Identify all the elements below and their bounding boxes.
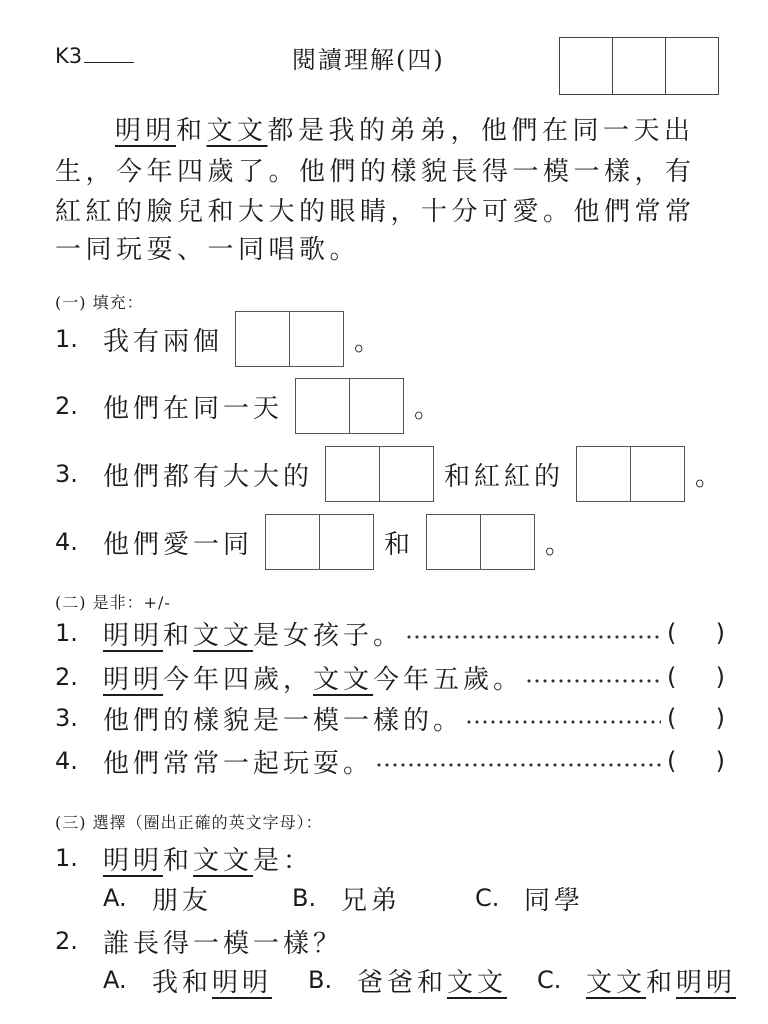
answer-boxes[interactable]	[325, 446, 434, 502]
answer-cell[interactable]	[427, 515, 480, 569]
proper-name: 文文	[206, 116, 268, 146]
item-number: 1.	[55, 325, 78, 353]
item-number: 2.	[55, 392, 78, 420]
item-number: 2.	[55, 663, 78, 691]
proper-name: 文文	[193, 620, 254, 651]
option-letter: A.	[103, 884, 127, 912]
proper-name: 明明	[103, 845, 164, 876]
fill-in-item	[55, 378, 444, 434]
answer-boxes[interactable]	[576, 446, 685, 502]
answer-cell[interactable]	[236, 312, 289, 366]
proper-name: 文文	[193, 845, 254, 876]
answer-open-paren: (	[667, 704, 677, 732]
item-number: 4.	[55, 528, 78, 556]
passage-text: 都是我的弟弟，他們在同一天出	[267, 116, 695, 146]
item-text: 今年五歲。	[373, 664, 524, 695]
true-false-section-label: (二) 是非：+/-	[55, 593, 171, 612]
option-a[interactable]	[103, 878, 212, 918]
proper-name: 明明	[212, 967, 273, 998]
item-text: 他們愛一同	[103, 529, 254, 560]
score-boxes	[559, 37, 719, 95]
worksheet-title: 閱讀理解(四)	[292, 46, 445, 74]
fill-in-item	[55, 311, 384, 367]
item-text: 他們在同一天	[103, 393, 284, 424]
score-cell	[612, 38, 665, 94]
multiple-choice-question	[55, 838, 313, 878]
answer-close-paren: )	[715, 704, 725, 732]
fill-in-item	[55, 514, 575, 570]
true-false-item	[55, 657, 725, 697]
option-a[interactable]	[103, 960, 272, 1000]
item-text: 。	[545, 529, 576, 560]
true-false-item	[55, 613, 725, 653]
item-text: 和紅紅的	[444, 461, 565, 492]
item-text: 他們常常一起玩耍。	[103, 748, 374, 779]
answer-cell[interactable]	[379, 447, 433, 501]
item-number: 2.	[55, 927, 78, 955]
option-letter: C.	[475, 884, 500, 912]
option-b[interactable]	[308, 960, 507, 1000]
proper-name: 明明	[676, 967, 737, 998]
option-letter: C.	[537, 966, 562, 994]
item-text: 和	[384, 529, 415, 560]
passage-text: 和	[176, 116, 207, 146]
option-letter: B.	[292, 884, 317, 912]
item-text: 。	[695, 461, 726, 492]
proper-name: 文文	[586, 967, 647, 998]
answer-blank[interactable]	[667, 619, 725, 647]
option-letter: B.	[308, 966, 333, 994]
item-text: 和	[163, 620, 194, 651]
option-text: 我和	[152, 967, 213, 998]
answer-open-paren: (	[667, 663, 677, 691]
answer-boxes[interactable]	[295, 378, 404, 434]
item-text: 。	[354, 326, 385, 357]
answer-cell[interactable]	[480, 515, 534, 569]
passage-line	[115, 111, 695, 151]
fill-in-item	[55, 446, 725, 502]
dot-leader	[375, 761, 661, 769]
item-text: 今年四歲，	[163, 664, 314, 695]
answer-cell[interactable]	[319, 515, 373, 569]
answer-boxes[interactable]	[426, 514, 535, 570]
item-number: 1.	[55, 844, 78, 872]
score-cell	[665, 38, 718, 94]
option-c[interactable]	[537, 960, 736, 1000]
item-text: 誰長得一模一樣？	[103, 928, 344, 959]
item-text: 和	[163, 845, 194, 876]
answer-close-paren: )	[715, 747, 725, 775]
option-text: 朋友	[152, 885, 213, 916]
item-text: 是女孩子。	[253, 620, 404, 651]
true-false-item	[55, 698, 725, 738]
dot-leader	[525, 677, 661, 685]
passage-line	[55, 192, 696, 232]
answer-open-paren: (	[667, 747, 677, 775]
answer-open-paren: (	[667, 619, 677, 647]
option-c[interactable]	[475, 878, 584, 918]
option-text: 兄弟	[341, 885, 402, 916]
item-text: 。	[414, 393, 445, 424]
proper-name: 明明	[115, 116, 177, 146]
item-number: 4.	[55, 747, 78, 775]
class-label	[55, 44, 134, 68]
option-b[interactable]	[292, 878, 401, 918]
answer-cell[interactable]	[289, 312, 343, 366]
answer-close-paren: )	[715, 663, 725, 691]
option-text: 和	[646, 967, 677, 998]
class-label-text: K3	[55, 44, 83, 68]
item-number: 3.	[55, 460, 78, 488]
item-number: 3.	[55, 704, 78, 732]
option-text: 同學	[524, 885, 585, 916]
answer-blank[interactable]	[667, 704, 725, 732]
passage-line	[55, 230, 360, 270]
item-text: 他們都有大大的	[103, 461, 314, 492]
passage-line	[55, 152, 696, 192]
item-number: 1.	[55, 619, 78, 647]
proper-name: 明明	[103, 620, 164, 651]
answer-blank[interactable]	[667, 747, 725, 775]
item-text: 他們的樣貌是一模一樣的。	[103, 705, 464, 736]
answer-blank[interactable]	[667, 663, 725, 691]
class-name-blank[interactable]	[84, 44, 134, 63]
dot-leader	[405, 633, 661, 641]
answer-cell[interactable]	[349, 379, 403, 433]
true-false-item	[55, 741, 725, 781]
proper-name: 文文	[313, 664, 374, 695]
passage-text: 一同玩耍、一同唱歌。	[55, 235, 361, 265]
dot-leader	[465, 718, 661, 726]
multiple-choice-section-label: (三) 選擇（圈出正確的英文字母）：	[55, 813, 323, 832]
score-cell	[560, 38, 612, 94]
answer-cell[interactable]	[577, 447, 630, 501]
answer-boxes[interactable]	[265, 514, 374, 570]
passage-text: 生，今年四歲了。他們的樣貌長得一模一樣，有	[55, 157, 696, 187]
option-letter: A.	[103, 966, 127, 994]
item-text: 我有兩個	[103, 326, 224, 357]
answer-cell[interactable]	[630, 447, 684, 501]
option-text: 爸爸和	[357, 967, 448, 998]
proper-name: 文文	[447, 967, 508, 998]
answer-cell[interactable]	[326, 447, 379, 501]
passage-text: 紅紅的臉兒和大大的眼睛，十分可愛。他們常常	[55, 197, 696, 227]
proper-name: 明明	[103, 664, 164, 695]
fill-in-section-label: (一) 填充：	[55, 293, 144, 312]
item-text: 是：	[253, 845, 314, 876]
multiple-choice-question	[55, 921, 343, 961]
answer-boxes[interactable]	[235, 311, 344, 367]
answer-close-paren: )	[715, 619, 725, 647]
answer-cell[interactable]	[296, 379, 349, 433]
answer-cell[interactable]	[266, 515, 319, 569]
